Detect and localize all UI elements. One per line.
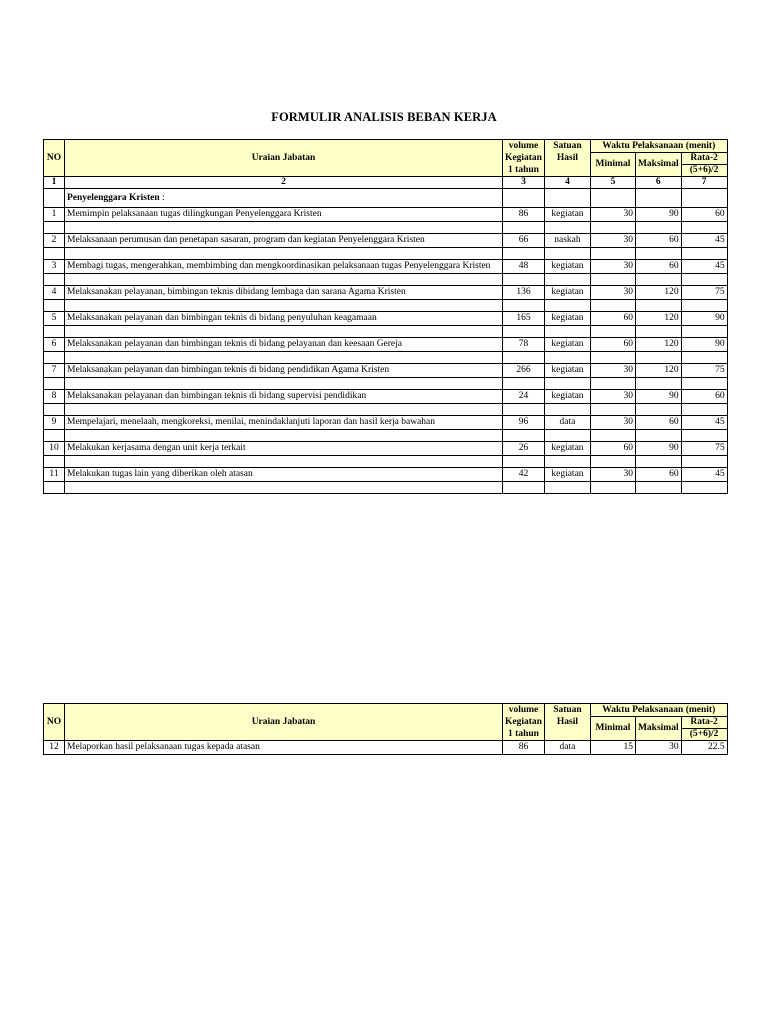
row-satuan: kegiatan	[544, 364, 590, 378]
row-minimal: 30	[590, 468, 635, 482]
section-row	[44, 189, 728, 208]
row-maksimal: 90	[635, 442, 681, 456]
header-satuan-line1: Satuan	[553, 141, 582, 151]
spacer-row	[44, 248, 728, 260]
header-volume-line1: volume	[508, 705, 539, 715]
col-index: 6	[635, 177, 681, 189]
table-row	[44, 286, 728, 300]
workload-table-continued	[43, 703, 728, 755]
row-minimal: 15	[590, 741, 635, 755]
col-index: 5	[590, 177, 635, 189]
row-maksimal: 60	[635, 260, 681, 274]
row-minimal: 30	[590, 286, 635, 300]
row-maksimal: 60	[635, 468, 681, 482]
row-minimal: 30	[590, 390, 635, 404]
row-satuan: kegiatan	[544, 390, 590, 404]
table-row	[44, 741, 728, 755]
section-label	[65, 189, 503, 208]
row-rata: 75	[681, 364, 727, 378]
row-no: 2	[44, 234, 65, 248]
row-minimal: 60	[590, 338, 635, 352]
row-no: 9	[44, 416, 65, 430]
table-row	[44, 208, 728, 222]
row-volume: 26	[503, 442, 545, 456]
header-volume-line1: volume	[508, 141, 539, 151]
row-uraian: Mempelajari, menelaah, mengkoreksi, menilai, menindaklanjuti laporan dan hasil kerja bawahan	[65, 416, 503, 430]
row-uraian: Melaksanakan pelayanan dan bimbingan teknis di bidang pelayanan dan keesaan Gereja	[65, 338, 503, 352]
section-label-suffix: :	[159, 192, 165, 203]
col-index: 7	[681, 177, 727, 189]
row-satuan: kegiatan	[544, 338, 590, 352]
row-rata: 45	[681, 234, 727, 248]
header-uraian: Uraian Jabatan	[65, 140, 503, 177]
row-minimal: 30	[590, 260, 635, 274]
row-volume: 266	[503, 364, 545, 378]
header-rata: Rata-2	[681, 717, 727, 729]
header-row	[44, 704, 728, 717]
row-no: 8	[44, 390, 65, 404]
header-volume	[503, 140, 545, 177]
header-waktu: Waktu Pelaksanaan (menit)	[590, 704, 727, 717]
header-satuan-line2: Hasil	[556, 153, 579, 163]
row-no: 4	[44, 286, 65, 300]
header-maksimal: Maksimal	[635, 717, 681, 741]
form-title: FORMULIR ANALISIS BEBAN KERJA	[271, 110, 497, 124]
header-uraian: Uraian Jabatan	[65, 704, 503, 741]
spacer-row	[44, 300, 728, 312]
header-satuan-line2: Hasil	[556, 717, 579, 727]
row-volume: 86	[503, 741, 545, 755]
row-minimal: 30	[590, 208, 635, 222]
row-maksimal: 120	[635, 286, 681, 300]
row-volume: 78	[503, 338, 545, 352]
row-rata: 22.5	[681, 741, 727, 755]
row-rata: 60	[681, 208, 727, 222]
row-uraian: Melaksanakan pelayanan, bimbingan teknis dibidang lembaga dan sarana Agama Kristen	[65, 286, 503, 300]
row-satuan: kegiatan	[544, 312, 590, 326]
header-satuan	[544, 140, 590, 177]
table-row	[44, 338, 728, 352]
header-volume	[503, 704, 545, 741]
row-satuan: kegiatan	[544, 468, 590, 482]
row-rata: 75	[681, 442, 727, 456]
row-satuan: kegiatan	[544, 208, 590, 222]
row-minimal: 30	[590, 416, 635, 430]
header-minimal: Minimal	[590, 153, 635, 177]
row-maksimal: 120	[635, 312, 681, 326]
header-volume-line3: 1 tahun	[508, 729, 539, 739]
table-row	[44, 312, 728, 326]
table-row	[44, 442, 728, 456]
row-maksimal: 60	[635, 416, 681, 430]
row-no: 10	[44, 442, 65, 456]
row-rata: 90	[681, 338, 727, 352]
table-row	[44, 364, 728, 378]
row-rata: 75	[681, 286, 727, 300]
header-row	[44, 140, 728, 153]
row-volume: 96	[503, 416, 545, 430]
row-maksimal: 120	[635, 364, 681, 378]
row-no: 12	[44, 741, 65, 755]
header-volume-line3: 1 tahun	[508, 165, 539, 175]
row-rata: 45	[681, 416, 727, 430]
row-no: 6	[44, 338, 65, 352]
row-minimal: 60	[590, 312, 635, 326]
row-no: 1	[44, 208, 65, 222]
header-minimal: Minimal	[590, 717, 635, 741]
row-satuan: kegiatan	[544, 286, 590, 300]
row-uraian: Melaporkan hasil pelaksanaan tugas kepada atasan	[65, 741, 503, 755]
spacer-row	[44, 222, 728, 234]
col-index: 3	[503, 177, 545, 189]
row-rata: 60	[681, 390, 727, 404]
row-satuan: kegiatan	[544, 260, 590, 274]
header-no: NO	[44, 140, 65, 177]
table-row	[44, 416, 728, 430]
header-no: NO	[44, 704, 65, 741]
row-volume: 24	[503, 390, 545, 404]
col-index: 1	[44, 177, 65, 189]
row-maksimal: 60	[635, 234, 681, 248]
spacer-row	[44, 352, 728, 364]
header-volume-line2: Kegiatan	[505, 717, 542, 727]
header-rata: Rata-2	[681, 153, 727, 165]
row-uraian: Membagi tugas, mengerahkan, membimbing dan mengkoordinasikan pelaksanaan tugas Penyelenggara Kristen	[65, 260, 503, 274]
header-rata-formula: (5+6)/2	[681, 729, 727, 741]
section-label-text: Penyelenggara Kristen	[67, 192, 160, 203]
row-minimal: 30	[590, 234, 635, 248]
row-uraian: Melaksanakan pelayanan dan bimbingan teknis di bidang pendidikan Agama Kristen	[65, 364, 503, 378]
row-no: 11	[44, 468, 65, 482]
row-satuan: data	[544, 416, 590, 430]
spacer-row	[44, 378, 728, 390]
row-maksimal: 90	[635, 208, 681, 222]
spacer-row	[44, 326, 728, 338]
row-maksimal: 30	[635, 741, 681, 755]
spacer-row	[44, 404, 728, 416]
spacer-row	[44, 430, 728, 442]
workload-table	[43, 139, 728, 494]
row-volume: 42	[503, 468, 545, 482]
row-rata: 45	[681, 260, 727, 274]
col-index: 4	[544, 177, 590, 189]
row-no: 5	[44, 312, 65, 326]
row-satuan: data	[544, 741, 590, 755]
header-waktu: Waktu Pelaksanaan (menit)	[590, 140, 727, 153]
row-rata: 45	[681, 468, 727, 482]
spacer-row	[44, 482, 728, 494]
header-satuan-line1: Satuan	[553, 705, 582, 715]
row-uraian: Melaksanakan pelayanan dan bimbingan teknis di bidang penyuluhan keagamaan	[65, 312, 503, 326]
col-index: 2	[65, 177, 503, 189]
spacer-row	[44, 456, 728, 468]
table-row	[44, 390, 728, 404]
row-satuan: kegiatan	[544, 442, 590, 456]
row-minimal: 60	[590, 442, 635, 456]
row-maksimal: 90	[635, 390, 681, 404]
row-uraian: Memimpin pelaksanaan tugas dilingkungan Penyelenggara Kristen	[65, 208, 503, 222]
header-rata-formula: (5+6)/2	[681, 165, 727, 177]
row-satuan: naskah	[544, 234, 590, 248]
row-uraian: Melaksanaan perumusan dan penetapan sasaran, program dan kegiatan Penyelenggara Kristen	[65, 234, 503, 248]
row-no: 3	[44, 260, 65, 274]
row-minimal: 30	[590, 364, 635, 378]
row-no: 7	[44, 364, 65, 378]
table-row	[44, 234, 728, 248]
table-row	[44, 468, 728, 482]
row-rata: 90	[681, 312, 727, 326]
row-uraian: Melaksanakan pelayanan dan bimbingan teknis di bidang supervisi pendidikan	[65, 390, 503, 404]
header-satuan	[544, 704, 590, 741]
row-volume: 48	[503, 260, 545, 274]
row-uraian: Melakukan tugas lain yang diberikan oleh atasan	[65, 468, 503, 482]
row-volume: 136	[503, 286, 545, 300]
row-volume: 86	[503, 208, 545, 222]
column-index-row	[44, 177, 728, 189]
row-volume: 66	[503, 234, 545, 248]
header-volume-line2: Kegiatan	[505, 153, 542, 163]
row-volume: 165	[503, 312, 545, 326]
header-maksimal: Maksimal	[635, 153, 681, 177]
table-row	[44, 260, 728, 274]
row-maksimal: 120	[635, 338, 681, 352]
row-uraian: Melakukan kerjasama dengan unit kerja terkait	[65, 442, 503, 456]
spacer-row	[44, 274, 728, 286]
